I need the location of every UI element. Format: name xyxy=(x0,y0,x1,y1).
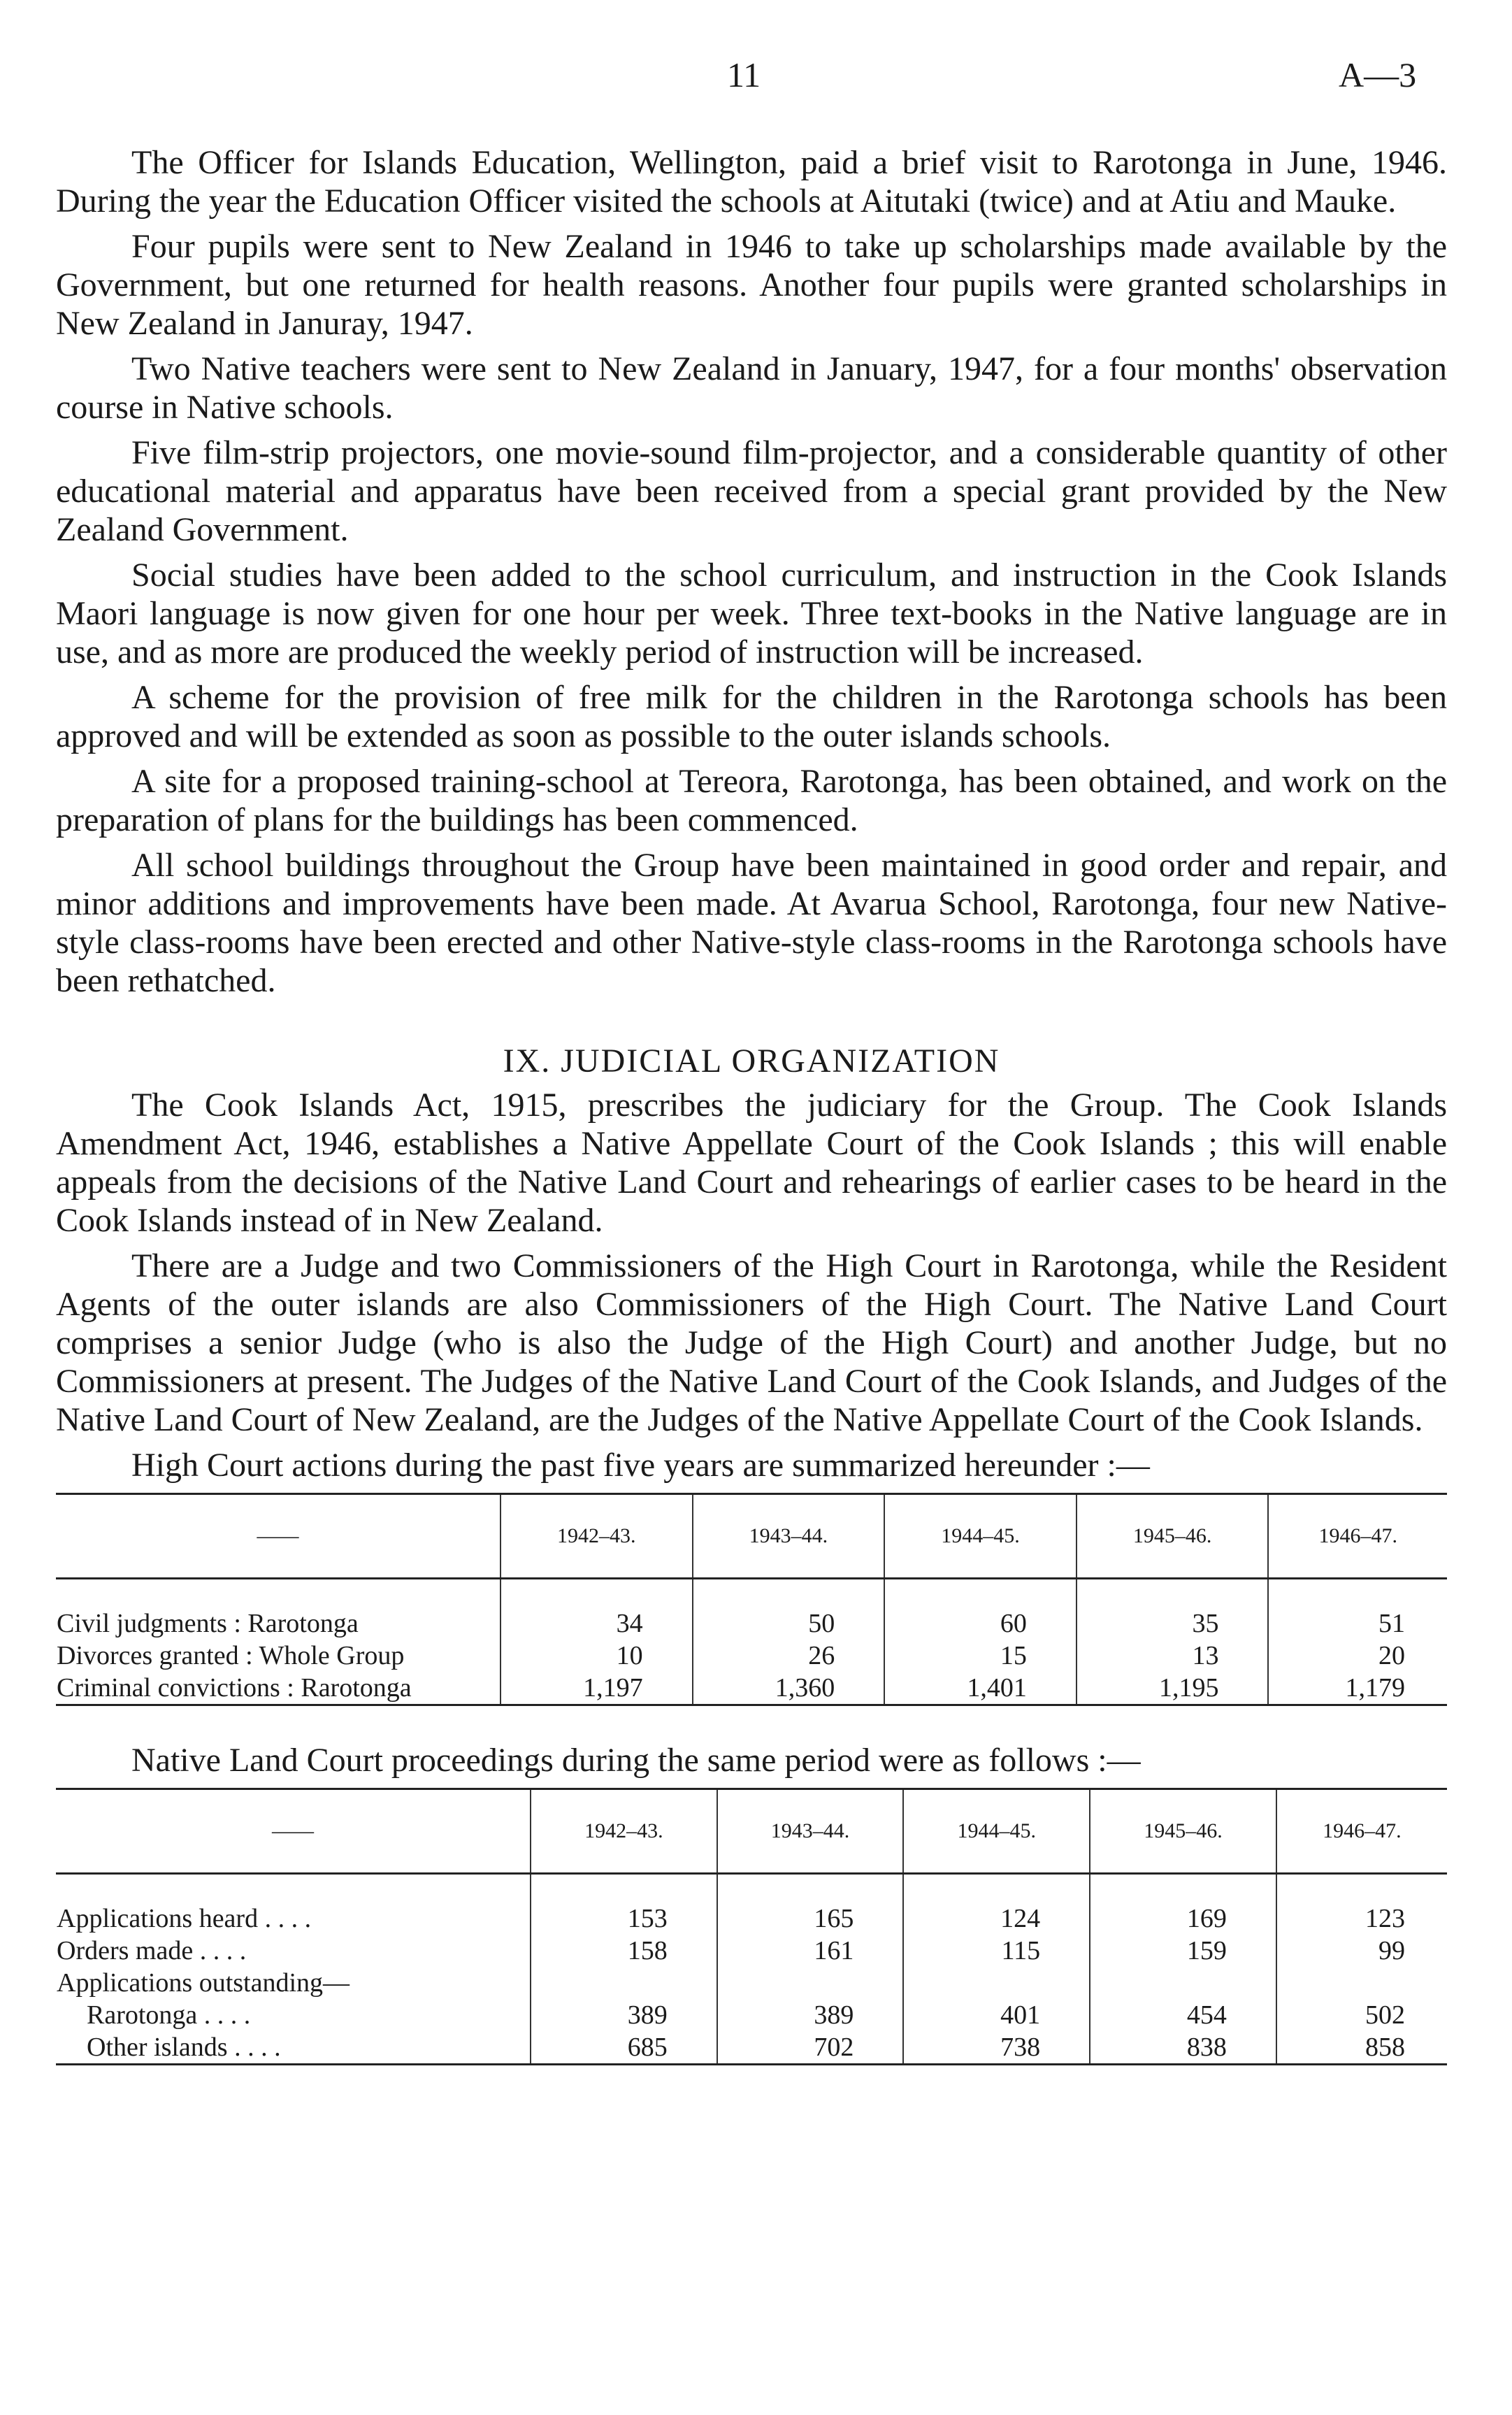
column-header: 1942–43. xyxy=(531,1789,717,1874)
table-cell: 161 xyxy=(717,1935,904,1967)
high-court-intro: High Court actions during the past five years are summarized hereunder :— xyxy=(131,1447,1150,1484)
paragraph-free-milk: A scheme for the provision of free milk for the children in the Rarotonga schools has been approved and will be extended as soon as possible to the outer islands schools. xyxy=(56,679,1447,754)
table-cell: 702 xyxy=(717,2031,904,2065)
table-corner-dash: —— xyxy=(56,1789,531,1874)
table-cell: 1,197 xyxy=(501,1672,693,1705)
table-corner-dash: —— xyxy=(56,1494,501,1579)
paragraph-school-buildings: All school buildings throughout the Group have been maintained in good order and repair, and minor additions and improvements have been made. At Avarua School, Rarotonga, four new Native-style class-rooms have been erected and other Native-style class-rooms in the Rarotonga schools have been rethatched. xyxy=(56,847,1447,999)
table-spacer-row xyxy=(56,1874,1447,1903)
table-cell: 10 xyxy=(501,1640,693,1672)
table-cell: 454 xyxy=(1090,1999,1276,2031)
table-cell xyxy=(531,1967,717,1999)
row-label: Applications outstanding— xyxy=(57,1968,350,1998)
table-cell xyxy=(717,1967,904,1999)
table-cell: 15 xyxy=(884,1640,1077,1672)
page-reference: A—3 xyxy=(1339,55,1417,94)
table-cell: 1,360 xyxy=(693,1672,885,1705)
table-cell: 838 xyxy=(1090,2031,1276,2065)
column-header: 1944–45. xyxy=(903,1789,1090,1874)
table-cell: 858 xyxy=(1276,2031,1447,2065)
table-cell: 389 xyxy=(531,1999,717,2031)
table-cell: 169 xyxy=(1090,1902,1276,1935)
table-cell: 115 xyxy=(903,1935,1090,1967)
row-label: Rarotonga . . . . xyxy=(87,2000,251,2030)
column-header: 1945–46. xyxy=(1090,1789,1276,1874)
table-cell: 502 xyxy=(1276,1999,1447,2031)
table-cell: 401 xyxy=(903,1999,1090,2031)
table-row xyxy=(56,1967,1447,1999)
table-cell: 35 xyxy=(1077,1607,1269,1640)
table-cell: 50 xyxy=(693,1607,885,1640)
table-cell: 13 xyxy=(1077,1640,1269,1672)
table-cell: 1,195 xyxy=(1077,1672,1269,1705)
table-cell: 158 xyxy=(531,1935,717,1967)
column-header: 1943–44. xyxy=(693,1494,885,1579)
table-cell xyxy=(1090,1967,1276,1999)
section-heading: IX. JUDICIAL ORGANIZATION xyxy=(503,1042,1000,1080)
paragraph-scholarships: Four pupils were sent to New Zealand in 1946 to take up scholarships made available by the Government, but one returned for health reasons. Another four pupils were granted scholarships in New Zealand in Januray, 1947. xyxy=(56,228,1447,342)
paragraph-training-school: A site for a proposed training-school at Tereora, Rarotonga, has been obtained, and work on the preparation of plans for the buildings has been commenced. xyxy=(56,763,1447,838)
table-cell: 159 xyxy=(1090,1935,1276,1967)
table-cell: 153 xyxy=(531,1902,717,1935)
table-row xyxy=(56,1607,1447,1640)
column-header: 1946–47. xyxy=(1268,1494,1447,1579)
paragraph-judges-commissioners: There are a Judge and two Commissioners of the High Court in Rarotonga, while the Resident Agents of the outer islands are also Commissioners of the High Court. The Native Land Court comprises a senior Judge (who is also the Judge of the High Court) and another Judge, but no Commissioners at present. The Judges of the Native Land Court of the Cook Islands, and Judges of the Native Land Court of New Zealand, are the Judges of the Native Appellate Court of the Cook Islands. xyxy=(56,1247,1447,1438)
high-court-table xyxy=(56,1493,1447,1706)
row-label: Orders made . . . . xyxy=(57,1936,247,1965)
table-spacer-row xyxy=(56,1579,1447,1608)
row-label: Divorces granted : Whole Group xyxy=(57,1641,405,1670)
table-cell: 1,401 xyxy=(884,1672,1077,1705)
table-cell: 99 xyxy=(1276,1935,1447,1967)
row-label: Other islands . . . . xyxy=(56,2031,531,2065)
page-body xyxy=(56,143,1447,2100)
paragraph-projectors: Five film-strip projectors, one movie-sound film-projector, and a considerable quantity of other educational material and apparatus have been received from a special grant provided by the New Zealand Government. xyxy=(56,434,1447,548)
paragraph-education-visit: The Officer for Islands Education, Wellington, paid a brief visit to Rarotonga in June, 1946. During the year the Education Officer visited the schools at Aitutaki (twice) and at Atiu and Mauke. xyxy=(56,144,1447,220)
table-row xyxy=(56,1902,1447,1935)
page-number: 11 xyxy=(727,55,761,94)
table-cell: 26 xyxy=(693,1640,885,1672)
table-row xyxy=(56,1672,1447,1705)
table-cell: 738 xyxy=(903,2031,1090,2065)
table-cell: 34 xyxy=(501,1607,693,1640)
land-court-intro: Native Land Court proceedings during the same period were as follows :— xyxy=(131,1742,1141,1779)
table-cell: 1,179 xyxy=(1268,1672,1447,1705)
row-label: Applications heard . . . . xyxy=(57,1904,312,1933)
table-cell: 60 xyxy=(884,1607,1077,1640)
table-row xyxy=(56,1935,1447,1967)
column-header: 1945–46. xyxy=(1077,1494,1269,1579)
paragraph-curriculum: Social studies have been added to the school curriculum, and instruction in the Cook Islands Maori language is now given for one hour per week. Three text-books in the Native language are in use, and as more are produced the weekly period of instruction will be increased. xyxy=(56,557,1447,671)
table-row xyxy=(56,1640,1447,1672)
table-cell: 124 xyxy=(903,1902,1090,1935)
paragraph-teachers: Two Native teachers were sent to New Zealand in January, 1947, for a four months' observation course in Native schools. xyxy=(56,350,1447,426)
table-cell: 165 xyxy=(717,1902,904,1935)
column-header: 1942–43. xyxy=(501,1494,693,1579)
table-cell: 51 xyxy=(1268,1607,1447,1640)
table-row xyxy=(56,1999,1447,2031)
table-row xyxy=(56,2031,1447,2065)
table-cell: 123 xyxy=(1276,1902,1447,1935)
table-cell: 389 xyxy=(717,1999,904,2031)
row-label: Criminal convictions : Rarotonga xyxy=(56,1672,501,1705)
paragraph-cook-islands-act: The Cook Islands Act, 1915, prescribes the judiciary for the Group. The Cook Islands Amendment Act, 1946, establishes a Native Appellate Court of the Cook Islands ; this will enable appeals from the decisions of the Native Land Court and rehearings of earlier cases to be heard in the Cook Islands instead of in New Zealand. xyxy=(56,1087,1447,1239)
table-header-row xyxy=(56,1789,1447,1874)
column-header: 1944–45. xyxy=(884,1494,1077,1579)
table-cell: 20 xyxy=(1268,1640,1447,1672)
table-cell: 685 xyxy=(531,2031,717,2065)
column-header: 1946–47. xyxy=(1276,1789,1447,1874)
table-cell xyxy=(1276,1967,1447,1999)
table-cell xyxy=(903,1967,1090,1999)
land-court-table xyxy=(56,1788,1447,2065)
column-header: 1943–44. xyxy=(717,1789,904,1874)
row-label: Civil judgments : Rarotonga xyxy=(57,1609,359,1638)
table-header-row xyxy=(56,1494,1447,1579)
